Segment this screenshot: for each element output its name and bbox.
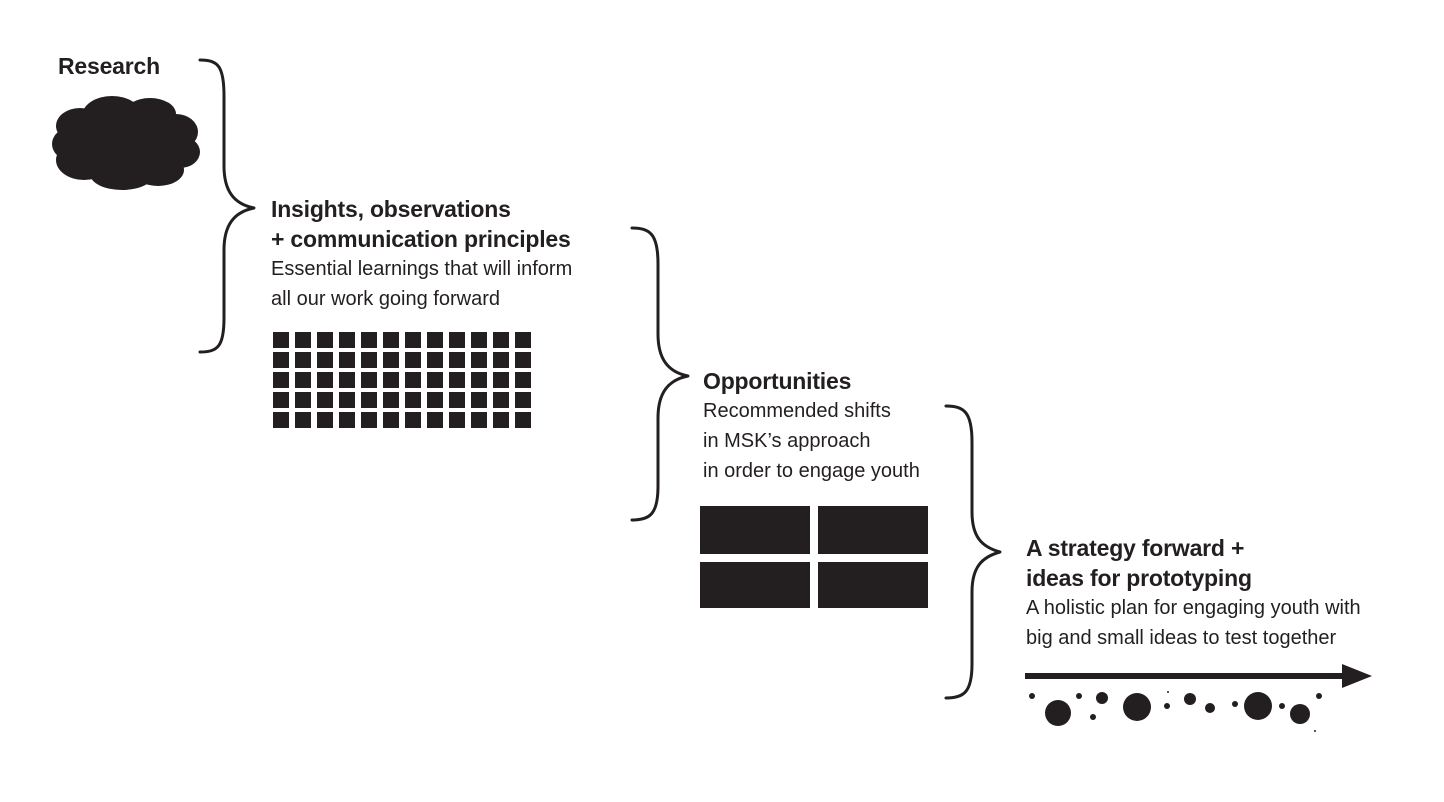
bracket-2 xyxy=(628,224,698,524)
square xyxy=(361,392,377,408)
square xyxy=(449,392,465,408)
stage-strategy-title-line-1: A strategy forward + xyxy=(1026,535,1245,561)
square xyxy=(317,392,333,408)
square xyxy=(273,372,289,388)
square xyxy=(383,332,399,348)
square xyxy=(493,412,509,428)
square xyxy=(295,332,311,348)
square xyxy=(405,372,421,388)
square xyxy=(427,332,443,348)
square xyxy=(383,412,399,428)
stage-opportunities-title: Opportunities xyxy=(703,368,852,394)
square xyxy=(449,352,465,368)
square xyxy=(515,392,531,408)
stage-insights-description-line-2: all our work going forward xyxy=(271,288,500,310)
square xyxy=(383,392,399,408)
square xyxy=(317,412,333,428)
square xyxy=(449,412,465,428)
square xyxy=(471,392,487,408)
stage-insights-title-line-2: + communication principles xyxy=(271,226,571,252)
square xyxy=(471,372,487,388)
square xyxy=(273,412,289,428)
stage-research-title: Research xyxy=(58,53,160,79)
square xyxy=(273,352,289,368)
square xyxy=(493,332,509,348)
square xyxy=(361,332,377,348)
cloud-icon xyxy=(50,94,202,192)
square xyxy=(339,352,355,368)
stage-opportunities-description-line-1: Recommended shifts xyxy=(703,400,891,422)
square xyxy=(383,372,399,388)
square xyxy=(515,412,531,428)
stage-opportunities-description-line-3: in order to engage youth xyxy=(703,460,920,482)
square xyxy=(515,332,531,348)
stage-opportunities-description-line-2: in MSK’s approach xyxy=(703,430,871,452)
four-rectangles-icon xyxy=(700,506,928,608)
square xyxy=(317,372,333,388)
square xyxy=(317,332,333,348)
square xyxy=(515,352,531,368)
square xyxy=(361,372,377,388)
square xyxy=(427,352,443,368)
square xyxy=(405,332,421,348)
square xyxy=(295,372,311,388)
square xyxy=(339,412,355,428)
arrow-icon xyxy=(1025,664,1372,688)
square xyxy=(471,332,487,348)
square xyxy=(427,392,443,408)
square xyxy=(273,392,289,408)
square xyxy=(515,372,531,388)
square xyxy=(493,372,509,388)
rectangle xyxy=(818,562,928,608)
stage-strategy-title-line-2: ideas for prototyping xyxy=(1026,565,1252,591)
square xyxy=(339,372,355,388)
square xyxy=(361,412,377,428)
bracket-1 xyxy=(196,56,266,356)
square xyxy=(405,412,421,428)
square xyxy=(427,412,443,428)
square xyxy=(493,392,509,408)
stage-opportunities xyxy=(703,366,920,486)
square xyxy=(471,352,487,368)
rectangle xyxy=(700,506,810,554)
square xyxy=(383,352,399,368)
square xyxy=(295,412,311,428)
square xyxy=(295,392,311,408)
square xyxy=(471,412,487,428)
stage-insights-description-line-1: Essential learnings that will inform xyxy=(271,258,573,280)
small-squares-grid-icon xyxy=(273,332,531,428)
stage-strategy xyxy=(1026,533,1361,653)
stage-research xyxy=(58,51,160,81)
stage-strategy-description-line-1: A holistic plan for engaging youth with xyxy=(1026,597,1361,619)
square xyxy=(493,352,509,368)
square xyxy=(273,332,289,348)
square xyxy=(449,332,465,348)
square xyxy=(405,352,421,368)
square xyxy=(405,392,421,408)
square xyxy=(339,392,355,408)
square xyxy=(339,332,355,348)
dots-icon xyxy=(1029,691,1322,732)
square xyxy=(317,352,333,368)
stage-insights xyxy=(271,194,572,314)
arrow-with-dots-icon xyxy=(1020,660,1380,736)
square xyxy=(361,352,377,368)
rectangle xyxy=(700,562,810,608)
square xyxy=(427,372,443,388)
rectangle xyxy=(818,506,928,554)
stage-insights-title-line-1: Insights, observations xyxy=(271,196,511,222)
square xyxy=(295,352,311,368)
bracket-3 xyxy=(942,402,1012,702)
square xyxy=(449,372,465,388)
stage-strategy-description-line-2: big and small ideas to test together xyxy=(1026,627,1337,649)
